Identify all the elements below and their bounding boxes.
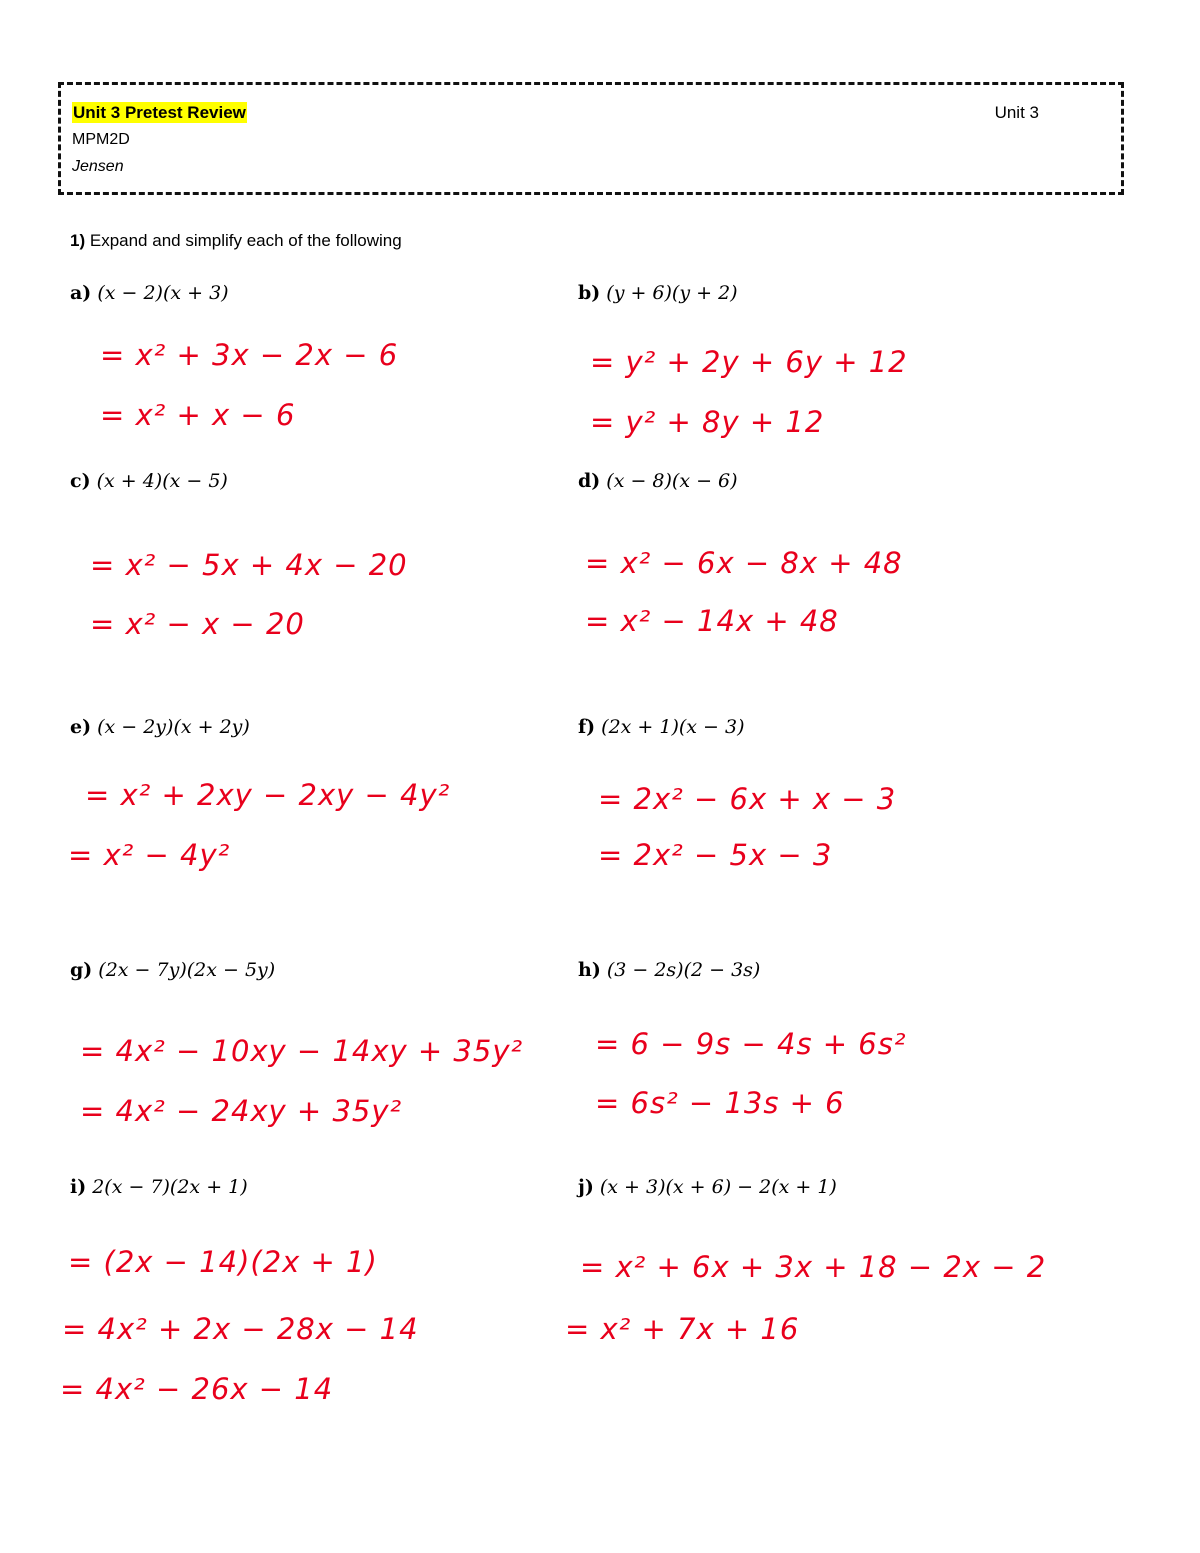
- problem-expression: (x + 4)(x − 5): [96, 470, 228, 492]
- problem-e: [70, 715, 250, 739]
- problem-expression: (x − 8)(x − 6): [606, 470, 738, 492]
- problem-label: j): [578, 1176, 594, 1198]
- question-number: 1): [70, 231, 86, 250]
- question-instruction: [70, 230, 402, 252]
- handwritten-step: = x² + x − 6: [100, 398, 296, 432]
- problem-label: a): [70, 282, 92, 304]
- problem-label: f): [578, 716, 596, 738]
- handwritten-step: = x² + 2xy − 2xy − 4y²: [85, 778, 451, 812]
- problem-label: i): [70, 1176, 87, 1198]
- problem-label: g): [70, 959, 93, 981]
- problem-expression: (x + 3)(x + 6) − 2(x + 1): [599, 1176, 837, 1198]
- problem-label: h): [578, 959, 601, 981]
- handwritten-step: = x² − 6x − 8x + 48: [585, 546, 903, 580]
- header-box: [58, 82, 1124, 195]
- handwritten-step: = (2x − 14)(2x + 1): [68, 1245, 378, 1279]
- problem-expression: (x − 2)(x + 3): [97, 282, 229, 304]
- problem-c: [70, 469, 228, 493]
- handwritten-step: = y² + 2y + 6y + 12: [590, 345, 908, 379]
- worksheet-title: Unit 3 Pretest Review: [73, 103, 246, 122]
- problem-expression: 2(x − 7)(2x + 1): [92, 1176, 248, 1198]
- problem-label: c): [70, 470, 91, 492]
- problem-expression: (x − 2y)(x + 2y): [97, 716, 250, 738]
- handwritten-step: = 2x² − 5x − 3: [598, 838, 833, 872]
- problem-expression: (3 − 2s)(2 − 3s): [606, 959, 761, 981]
- problem-expression: (y + 6)(y + 2): [606, 282, 738, 304]
- instruction-text: Expand and simplify each of the following: [89, 231, 402, 250]
- problem-a: [70, 281, 229, 305]
- handwritten-step: = 4x² + 2x − 28x − 14: [62, 1312, 419, 1346]
- problem-g: [70, 958, 275, 982]
- problem-i: [70, 1175, 248, 1199]
- handwritten-step: = x² + 3x − 2x − 6: [100, 338, 399, 372]
- problem-expression: (2x − 7y)(2x − 5y): [98, 959, 276, 981]
- handwritten-step: = x² − 4y²: [68, 838, 231, 872]
- handwritten-step: = 4x² − 10xy − 14xy + 35y²: [80, 1034, 524, 1068]
- handwritten-step: = x² − 14x + 48: [585, 604, 839, 638]
- handwritten-step: = x² − 5x + 4x − 20: [90, 548, 408, 582]
- handwritten-step: = y² + 8y + 12: [590, 405, 825, 439]
- handwritten-step: = 4x² − 24xy + 35y²: [80, 1094, 403, 1128]
- handwritten-step: = 6s² − 13s + 6: [595, 1086, 845, 1120]
- problem-expression: (2x + 1)(x − 3): [601, 716, 745, 738]
- problem-j: [578, 1175, 837, 1199]
- problem-h: [578, 958, 760, 982]
- teacher-name: Jensen: [72, 158, 124, 175]
- problem-b: [578, 281, 738, 305]
- unit-label: Unit 3: [994, 103, 1039, 122]
- problem-label: e): [70, 716, 92, 738]
- handwritten-step: = x² − x − 20: [90, 607, 305, 641]
- handwritten-step: = x² + 7x + 16: [565, 1312, 800, 1346]
- problem-f: [578, 715, 745, 739]
- handwritten-step: = x² + 6x + 3x + 18 − 2x − 2: [580, 1250, 1047, 1284]
- course-code: MPM2D: [72, 131, 130, 148]
- handwritten-step: = 2x² − 6x + x − 3: [598, 782, 897, 816]
- problem-label: b): [578, 282, 601, 304]
- handwritten-step: = 6 − 9s − 4s + 6s²: [595, 1027, 907, 1061]
- problem-d: [578, 469, 738, 493]
- handwritten-step: = 4x² − 26x − 14: [60, 1372, 334, 1406]
- problem-label: d): [578, 470, 601, 492]
